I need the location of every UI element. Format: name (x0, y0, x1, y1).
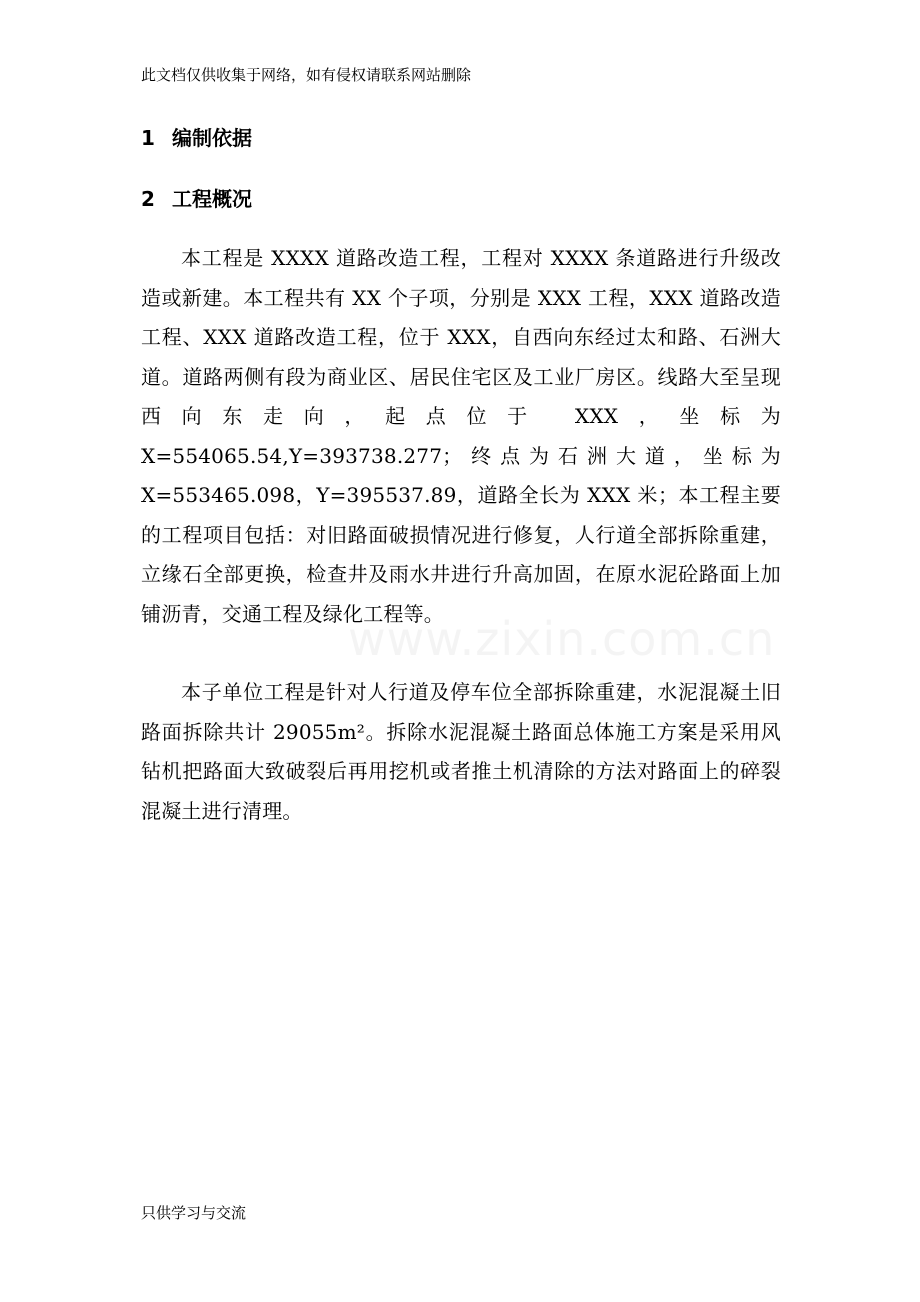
section-number: 1 (141, 126, 155, 150)
section-heading-basis (141, 124, 252, 152)
watermark-text: www.zixin.com.cn (348, 612, 776, 666)
section-title: 工程概况 (172, 187, 252, 211)
footer-disclaimer: 只供学习与交流 (141, 1204, 247, 1222)
section-title: 编制依据 (172, 126, 252, 150)
paragraph-project-overview: 本工程是 XXXX 道路改造工程，工程对 XXXX 条道路进行升级改造或新建。本工程共有 XX 个子项，分别是 XXX 工程，XXX 道路改造工程、XXX 道路改造工程，位于 XXX，自西向东经过太和路、石洲大道。道路两侧有段为商业区、居民住宅区及工业厂房区。线路大至呈现西向东走向，起点位于 XXX，坐标为 X=554065.54,Y=393738.277；终点为石洲大道，坐标为 X=553465.098，Y=395537.89，道路全长为 XXX 米；本工程主要的工程项目包括：对旧路面破损情况进行修复，人行道全部拆除重建，立缘石全部更换，检查井及雨水井进行升高加固，在原水泥砼路面上加铺沥青，交通工程及绿化工程等。 (141, 246, 781, 626)
paragraph-demolition-scope: 本子单位工程是针对人行道及停车位全部拆除重建，水泥混凝土旧路面拆除共计 29055m²。拆除水泥混凝土路面总体施工方案是采用风钻机把路面大致破裂后再用挖机或者推土机清除的方法对路面上的碎裂混凝土进行清理。 (141, 680, 781, 823)
section-number: 2 (141, 187, 155, 211)
section-heading-overview (141, 185, 252, 213)
header-disclaimer: 此文档仅供收集于网络，如有侵权请联系网站删除 (141, 66, 472, 84)
